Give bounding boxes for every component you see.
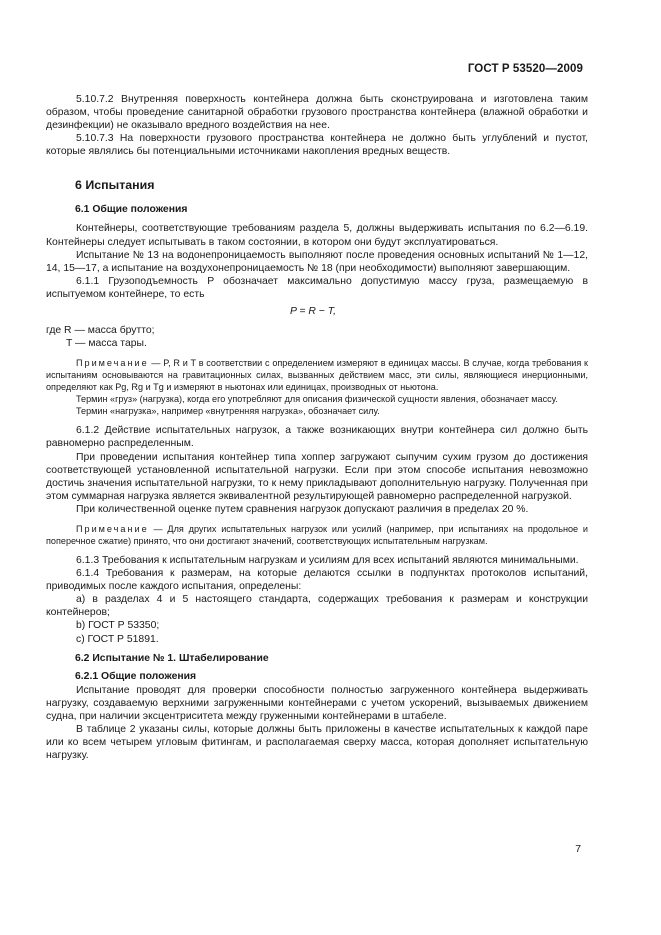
list-item-a: а) в разделах 4 и 5 настоящего стандарта, содержащих требования к размерам и конструкции контейнеров; (46, 594, 588, 619)
note-label: Примечание (76, 523, 149, 534)
paragraph-6-1-2-tolerance: При количественной оценке путем сравнения нагрузок допускают различия в пределах 20 %. (76, 503, 529, 515)
paragraph-6-2-1-b: В таблице 2 указаны силы, которые должны быть приложены в качестве испытательных к каждой паре или ко всем четырем угловым фитингам, и располагаемая сверху масса, которая дополняет испытательную нагрузку. (46, 723, 588, 762)
paragraph-6-1-2-hopper: При проведении испытания контейнер типа хоппер загружают сыпучим сухим грузом до достижения соответствующей установленной испытательной нагрузки. Если при этом способе испытания невозможно достичь значения испытательной нагрузки, то к нему прикладывают дополнительную нагрузку. Полученная при этом суммарная нагрузка является эквивалентной результирующей равномерно распределенной нагрузкой. (46, 451, 588, 502)
paragraph-5-10-7-2: 5.10.7.2 Внутренняя поверхность контейнера должна быть сконструирована и изготовлена таким образом, чтобы проведение санитарной обработки грузового пространства контейнера (влажной обработки и дезинфекции) не оказывало вредного воздействия на нее. (46, 94, 588, 132)
where-line-1: где R — масса брутто; (46, 325, 155, 337)
formula: P = R − T, (290, 306, 337, 318)
note-1-term-load: Термин «нагрузка», например «внутренняя нагрузка», обозначает силу. (76, 406, 380, 417)
subsection-6-1-title: 6.1 Общие положения (75, 204, 188, 216)
subsection-6-2-1-title: 6.2.1 Общие положения (75, 670, 197, 682)
paragraph-6-2-1-a: Испытание проводят для проверки способности полностью загруженного контейнера выдерживать нагрузку, создаваемую верхними загруженными контейнерами с учетом ускорений, вызываемых движением судна, при наличии эксцентриситета между груженными контейнерами в штабеле. (46, 684, 588, 722)
note-1 (46, 357, 588, 393)
standard-header: ГОСТ Р 53520—2009 (467, 63, 583, 75)
note-1-term-cargo: Термин «груз» (нагрузка), когда его употребляют для описания физической сущности явления, обозначает массу. (76, 394, 558, 405)
paragraph-5-10-7-3: 5.10.7.3 На поверхности грузового пространства контейнера не должно быть углублений и пустот, которые являлись бы потенциальными источниками накопления вредных веществ. (46, 133, 588, 158)
note-label: Примечание (76, 358, 149, 369)
paragraph-6-1-3: 6.1.3 Требования к испытательным нагрузкам и усилиям для всех испытаний являются минимальными. (76, 554, 579, 566)
paragraph-6-1-b: Испытание № 13 на водонепроницаемость выполняют после проведения основных испытаний № 1—12, 14, 15—17, а испытание на воздухонепроницаемость № 18 (при необходимости) выполняют завершающим. (46, 249, 588, 274)
paragraph-6-1-a: Контейнеры, соответствующие требованиям раздела 5, должны выдерживать испытания по 6.2—6.19. Контейнеры следует испытывать в таком состоянии, в котором они будут эксплуатироваться. (46, 223, 588, 248)
list-item-c: c) ГОСТ Р 51891. (76, 633, 159, 645)
section-6-title: 6 Испытания (75, 178, 155, 193)
note-text: — P, R и T в соответствии с определением измеряют в единицах массы. В случае, когда требования к испытаниям основываются на гравитационных силах, вызванных действием масс, эти силы, являющиеся инерционными, определяют как Pg, Rg и Tg и измеряют в ньютонах или единицах, производных от ньютона. (46, 358, 588, 393)
where-line-2: T — масса тары. (66, 338, 147, 350)
paragraph-6-1-4: 6.1.4 Требования к размерам, на которые делаются ссылки в подпунктах протоколов испытаний, приводимых после каждого испытания, определены: (46, 568, 588, 593)
page-number: 7 (575, 844, 581, 855)
note-text: — Для других испытательных нагрузок или усилий (например, при испытаниях на продольное и поперечное сжатие) принято, что они достигают значений, соответствующих испытательным нагрузкам. (46, 523, 588, 546)
paragraph-6-1-2: 6.1.2 Действие испытательных нагрузок, а также возникающих внутри контейнера сил должно быть равномерно распределенным. (46, 425, 588, 450)
list-item-b: b) ГОСТ Р 53350; (76, 620, 160, 632)
paragraph-6-1-1: 6.1.1 Грузоподъемность P обозначает максимально допустимую массу груза, размещаемую в испытуемом контейнере, то есть (46, 275, 588, 300)
subsection-6-2-title: 6.2 Испытание № 1. Штабелирование (75, 652, 269, 664)
note-2 (46, 523, 588, 547)
page-content (46, 93, 588, 762)
